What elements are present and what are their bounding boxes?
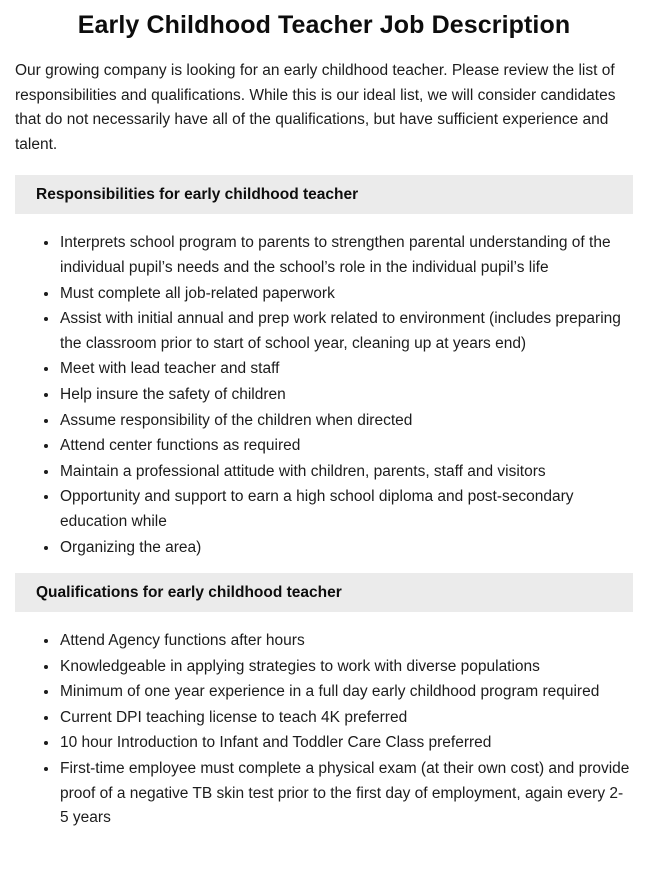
qualifications-list xyxy=(15,628,633,831)
qualifications-section-heading-label: Qualifications for early childhood teacher xyxy=(36,583,342,601)
intro-paragraph: Our growing company is looking for an early childhood teacher. Please review the list of responsibilities and qualifications. While this is our ideal list, we will consider candidates that do not necessarily have all of the qualifications, but have sufficient experience and talent. xyxy=(15,62,616,153)
list-item: • Assist with initial annual and prep work related to environment (includes preparing the classroom prior to start of school year, cleaning up at years end) xyxy=(59,306,633,356)
list-item: • Organizing the area) xyxy=(59,535,633,561)
responsibilities-section-heading-label: Responsibilities for early childhood teacher xyxy=(36,185,359,203)
responsibilities-list xyxy=(15,230,633,560)
list-item: • Maintain a professional attitude with children, parents, staff and visitors xyxy=(59,459,633,485)
list-item: • Must complete all job-related paperwork xyxy=(59,281,633,307)
list-item: • Minimum of one year experience in a full day early childhood program required xyxy=(59,679,633,705)
list-item: • Attend Agency functions after hours xyxy=(59,628,633,654)
list-item: • 10 hour Introduction to Infant and Toddler Care Class preferred xyxy=(59,730,633,756)
list-item: • First-time employee must complete a physical exam (at their own cost) and provide proof of a negative TB skin test prior to the first day of employment, again every 2- 5 years xyxy=(59,756,633,831)
list-item: • Knowledgeable in applying strategies to work with diverse populations xyxy=(59,654,633,680)
list-item: • Current DPI teaching license to teach 4K preferred xyxy=(59,705,633,731)
list-item: • Assume responsibility of the children when directed xyxy=(59,408,633,434)
list-item: • Interprets school program to parents to strengthen parental understanding of the individual pupil’s needs and the school’s role in the individual pupil’s life xyxy=(59,230,633,280)
qualifications-section-heading xyxy=(15,573,633,612)
list-item: • Help insure the safety of children xyxy=(59,382,633,408)
list-item: • Opportunity and support to earn a high school diploma and post-secondary education while xyxy=(59,484,633,534)
list-item: • Attend center functions as required xyxy=(59,433,633,459)
responsibilities-section-heading xyxy=(15,175,633,214)
list-item: • Meet with lead teacher and staff xyxy=(59,356,633,382)
page-title: Early Childhood Teacher Job Description xyxy=(77,11,571,39)
